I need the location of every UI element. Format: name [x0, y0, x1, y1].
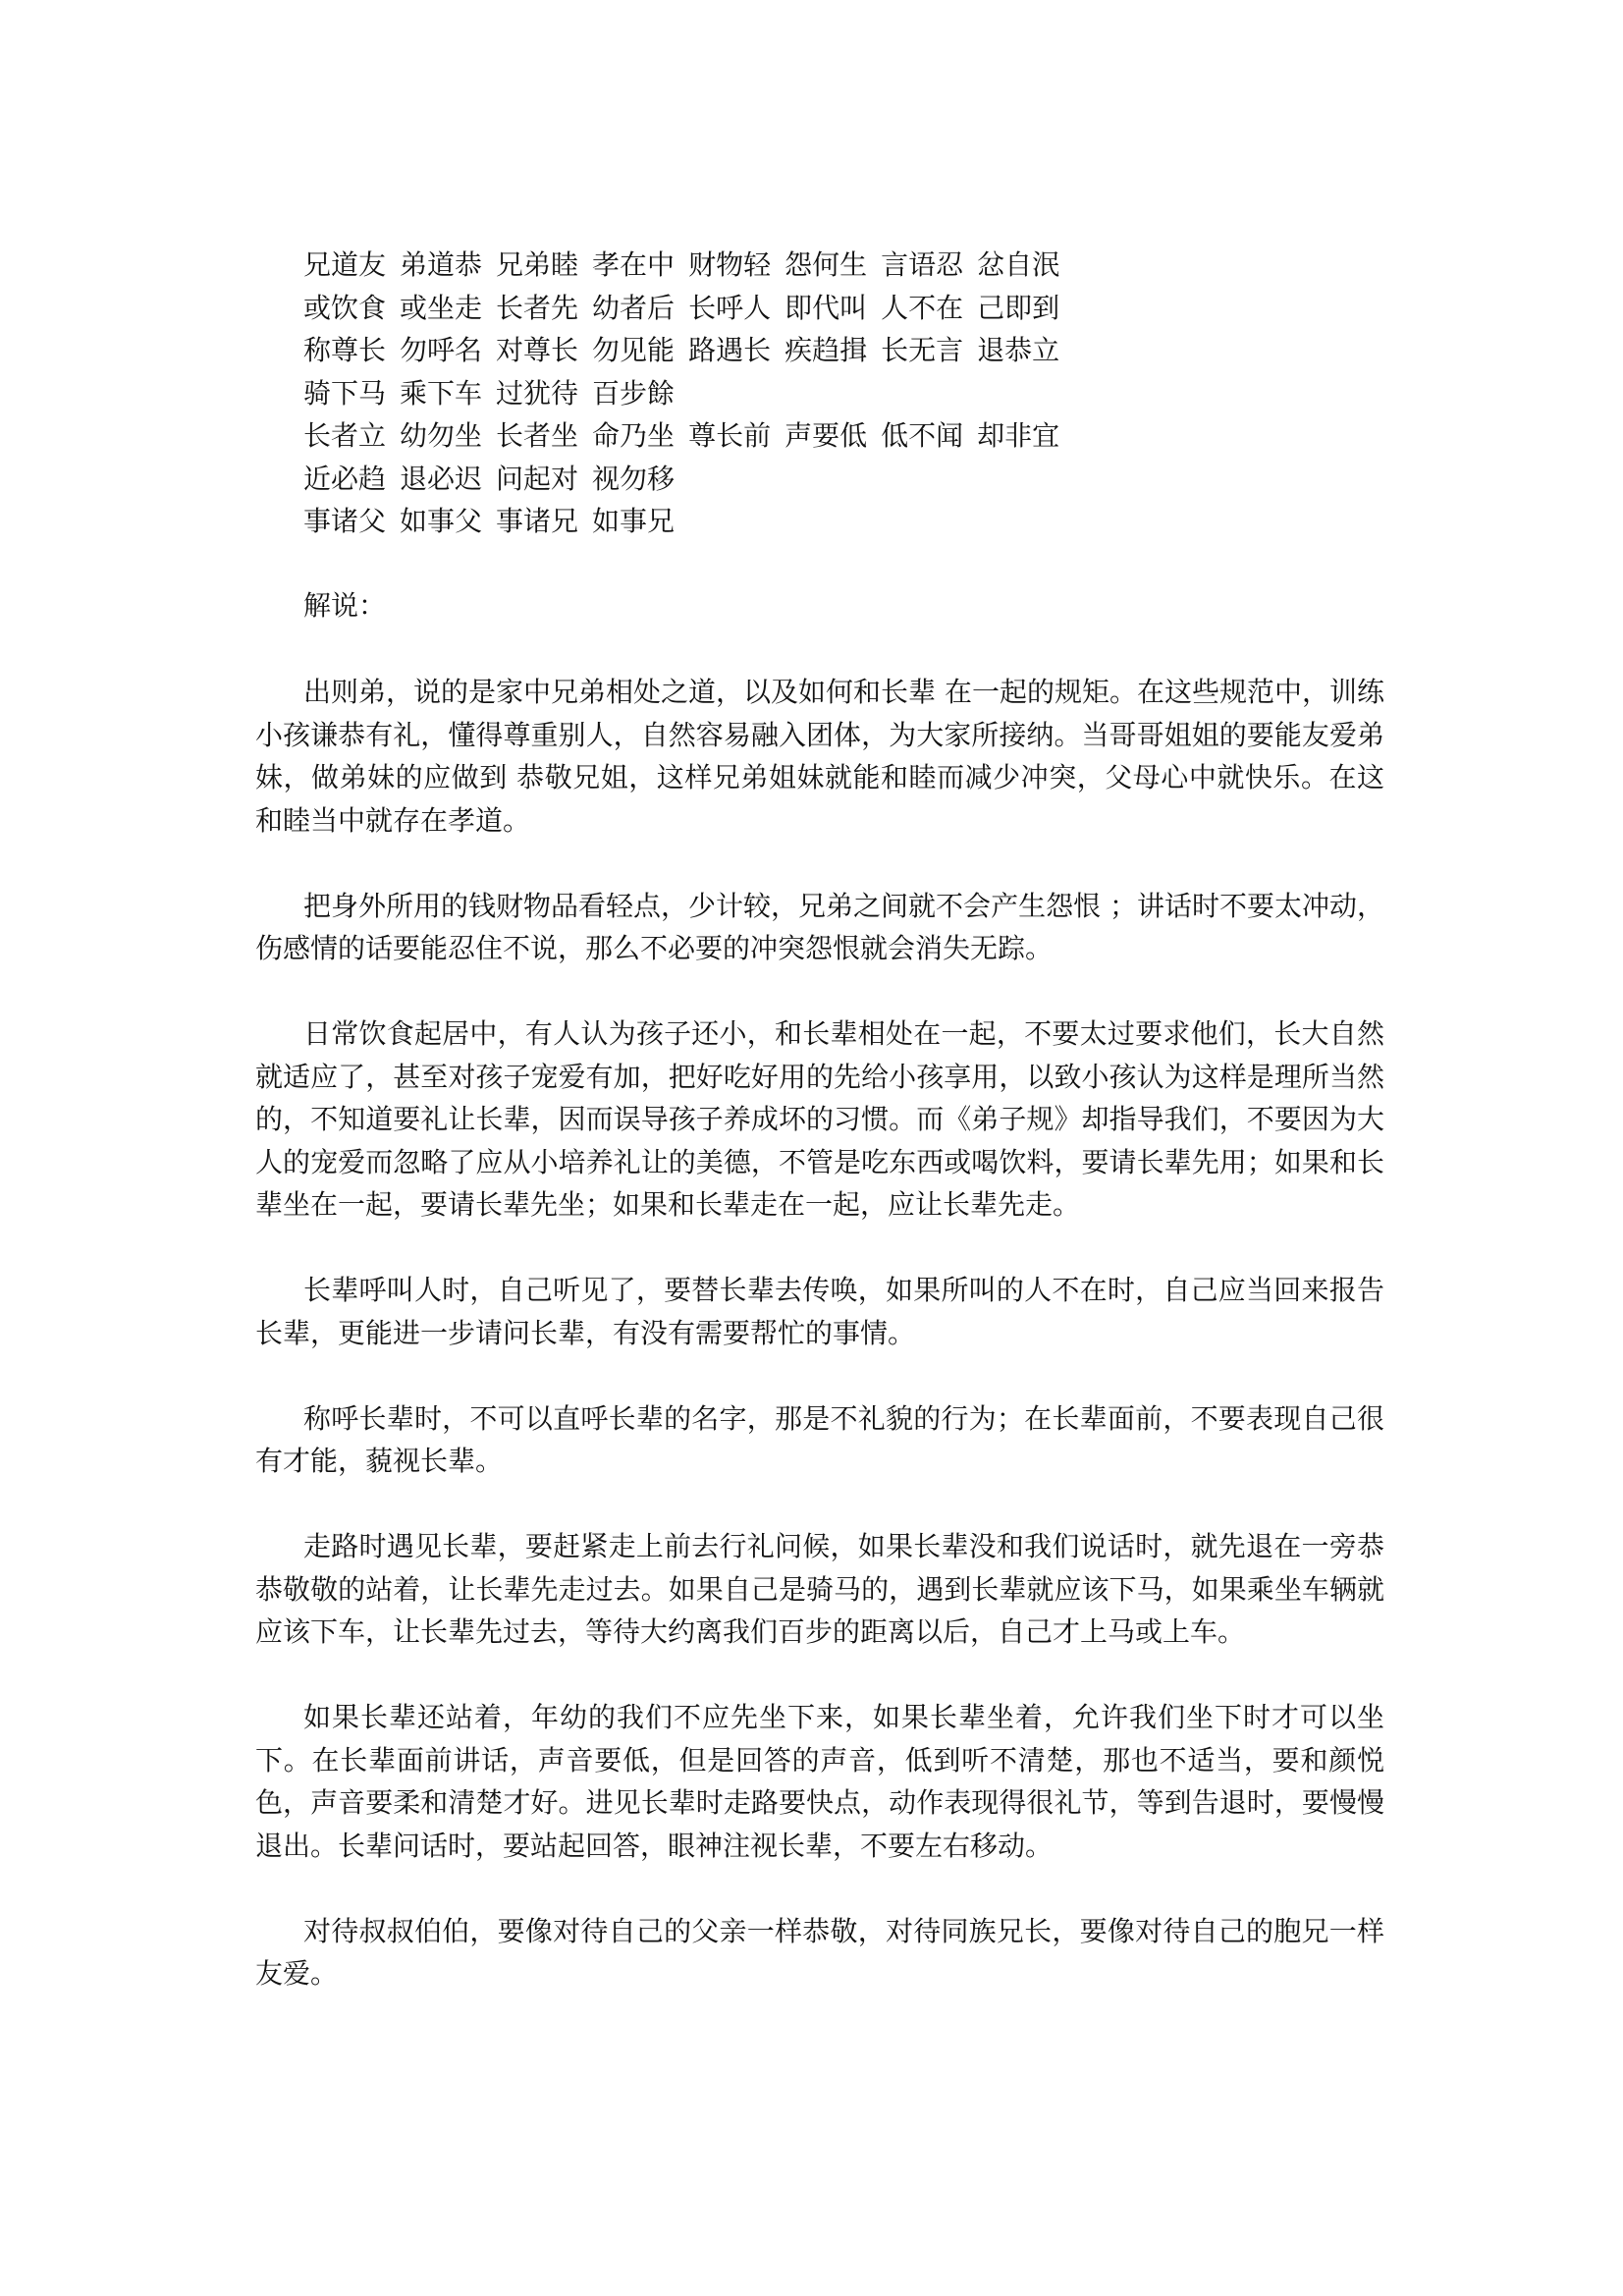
verse-block: [303, 244, 1383, 543]
commentary-paragraph: 出则弟，说的是家中兄弟相处之道，以及如何和长辈 在一起的规矩。在这些规范中，训练小孩谦恭有礼，懂得尊重别人，自然容易融入团体，为大家所接纳。当哥哥姐姐的要能友爱弟妹，做弟妹的应做到 恭敬兄姐，这样兄弟姐妹就能和睦而减少冲突，父母心中就快乐。在这和睦当中就存在孝道。: [255, 676, 1384, 837]
verse-phrase: 或坐走: [400, 291, 483, 324]
verse-phrase: 退必迟: [400, 462, 483, 495]
commentary-paragraph: 走路时遇见长辈，要赶紧走上前去行礼问候，如果长辈没和我们说话时，就先退在一旁恭恭敬敬的站着，让长辈先走过去。如果自己是骑马的，遇到长辈就应该下马，如果乘坐车辆就应该下车，让长辈先过去，等待大约离我们百步的距离以后，自己才上马或上车。: [255, 1530, 1384, 1648]
verse-phrase: 视勿移: [592, 462, 676, 495]
verse-phrase: 长无言: [881, 334, 964, 366]
verse-phrase: 近必趋: [303, 462, 387, 495]
verse-phrase: 勿呼名: [400, 334, 483, 366]
verse-line: [303, 458, 1383, 501]
verse-phrase: 如事父: [400, 505, 483, 537]
verse-line: [303, 500, 1383, 543]
verse-phrase: 兄道友: [303, 248, 387, 281]
verse-phrase: 言语忍: [881, 248, 964, 281]
commentary-paragraph: 长辈呼叫人时，自己听见了，要替长辈去传唤，如果所叫的人不在时，自己应当回来报告长辈，更能进一步请问长辈，有没有需要帮忙的事情。: [255, 1274, 1384, 1349]
commentary-paragraph: 日常饮食起居中，有人认为孩子还小，和长辈相处在一起，不要太过要求他们，长大自然就适应了，甚至对孩子宠爱有加，把好吃好用的先给小孩享用，以致小孩认为这样是理所当然的，不知道要礼让长辈，因而误导孩子养成坏的习惯。而《弟子规》却指导我们，不要因为大人的宠爱而忽略了应从小培养礼让的美德，不管是吃东西或喝饮料，要请长辈先用；如果和长辈坐在一起，要请长辈先坐；如果和长辈走在一起，应让长辈先走。: [255, 1017, 1384, 1221]
verse-phrase: 如事兄: [592, 505, 676, 537]
verse-phrase: 幼者后: [592, 291, 676, 324]
verse-phrase: 路遇长: [688, 334, 772, 366]
verse-phrase: 退恭立: [977, 334, 1060, 366]
verse-phrase: 即代叫: [784, 291, 868, 324]
verse-phrase: 事诸父: [303, 505, 387, 537]
verse-phrase: 长呼人: [688, 291, 772, 324]
commentary-paragraph: 如果长辈还站着，年幼的我们不应先坐下来，如果长辈坐着，允许我们坐下时才可以坐下。在长辈面前讲话，声音要低，但是回答的声音，低到听不清楚，那也不适当，要和颜悦色，声音要柔和清楚才好。进见长辈时走路要快点，动作表现得很礼节，等到告退时，要慢慢退出。长辈问话时，要站起回答，眼神注视长辈，不要左右移动。: [255, 1701, 1384, 1862]
verse-phrase: 勿见能: [592, 334, 676, 366]
verse-phrase: 孝在中: [592, 248, 676, 281]
verse-phrase: 事诸兄: [496, 505, 579, 537]
verse-phrase: 弟道恭: [400, 248, 483, 281]
commentary-body: [255, 671, 1384, 2038]
verse-phrase: 长者先: [496, 291, 579, 324]
verse-phrase: 怨何生: [784, 248, 868, 281]
verse-line: [303, 287, 1383, 330]
verse-phrase: 兄弟睦: [496, 248, 579, 281]
commentary-paragraph: 把身外所用的钱财物品看轻点，少计较，兄弟之间就不会产生怨恨 ；讲话时不要太冲动，伤感情的话要能忍住不说，那么不必要的冲突怨恨就会消失无踪。: [255, 889, 1384, 964]
verse-phrase: 乘下车: [400, 376, 483, 410]
verse-phrase: 称尊长: [303, 334, 387, 366]
verse-phrase: 己即到: [977, 291, 1060, 324]
verse-phrase: 声要低: [784, 419, 868, 452]
verse-line: [303, 372, 1383, 415]
verse-phrase: 过犹待: [496, 376, 579, 410]
verse-phrase: 对尊长: [496, 334, 579, 366]
verse-phrase: 却非宜: [977, 419, 1060, 452]
verse-phrase: 或饮食: [303, 291, 387, 324]
verse-phrase: 疾趋揖: [784, 334, 868, 366]
verse-phrase: 低不闻: [881, 419, 964, 452]
verse-line: [303, 414, 1383, 458]
verse-phrase: 人不在: [881, 291, 964, 324]
verse-line: [303, 329, 1383, 372]
commentary-heading: 解说：: [303, 589, 387, 622]
verse-phrase: 长者立: [303, 419, 387, 452]
verse-line: [303, 244, 1383, 287]
verse-phrase: 财物轻: [688, 248, 772, 281]
commentary-paragraph: 称呼长辈时，不可以直呼长辈的名字，那是不礼貌的行为；在长辈面前，不要表现自己很有才能，藐视长辈。: [255, 1401, 1384, 1477]
verse-phrase: 尊长前: [688, 419, 772, 452]
verse-phrase: 幼勿坐: [400, 419, 483, 452]
verse-phrase: 命乃坐: [592, 419, 676, 452]
verse-phrase: 问起对: [496, 462, 579, 495]
verse-phrase: 长者坐: [496, 419, 579, 452]
verse-phrase: 忿自泯: [977, 248, 1060, 281]
verse-phrase: 骑下马: [303, 376, 387, 410]
verse-phrase: 百步餘: [592, 376, 676, 410]
commentary-paragraph: 对待叔叔伯伯，要像对待自己的父亲一样恭敬，对待同族兄长，要像对待自己的胞兄一样友爱。: [255, 1914, 1384, 1990]
